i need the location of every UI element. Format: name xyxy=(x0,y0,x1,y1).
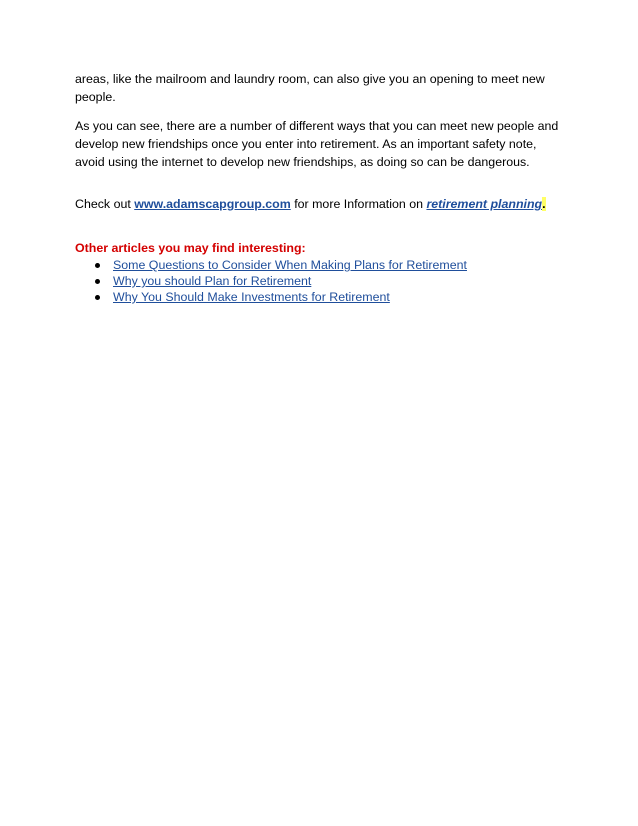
site-link[interactable]: www.adamscapgroup.com xyxy=(134,197,291,211)
bullet-icon xyxy=(95,295,100,300)
paragraph-mailroom: areas, like the mailroom and laundry room, can also give you an opening to meet new people. xyxy=(75,72,545,104)
list-item xyxy=(75,273,565,289)
article-link-investments[interactable]: Why You Should Make Investments for Retirement xyxy=(113,290,390,304)
retirement-planning-link[interactable]: retirement planning xyxy=(426,197,543,211)
cta-middle: for more Information on xyxy=(290,197,427,211)
list-item xyxy=(75,289,565,305)
list-item xyxy=(75,257,565,273)
article-link-plan[interactable]: Why you should Plan for Retirement xyxy=(113,274,312,288)
call-to-action xyxy=(75,195,565,213)
related-articles-list xyxy=(75,257,565,305)
document-body xyxy=(75,70,565,305)
bullet-icon xyxy=(95,263,100,268)
cta-suffix: . xyxy=(542,197,546,211)
related-articles-heading: Other articles you may find interesting: xyxy=(75,241,306,255)
paragraph-summary: As you can see, there are a number of different ways that you can meet new people and develop new friendships once you enter into retirement. As an important safety note, avoid using the internet to develop new friendships, as doing so can be dangerous. xyxy=(75,119,559,169)
cta-prefix: Check out xyxy=(75,197,135,211)
article-link-questions[interactable]: Some Questions to Consider When Making Plans for Retirement xyxy=(113,258,467,272)
bullet-icon xyxy=(95,279,100,284)
